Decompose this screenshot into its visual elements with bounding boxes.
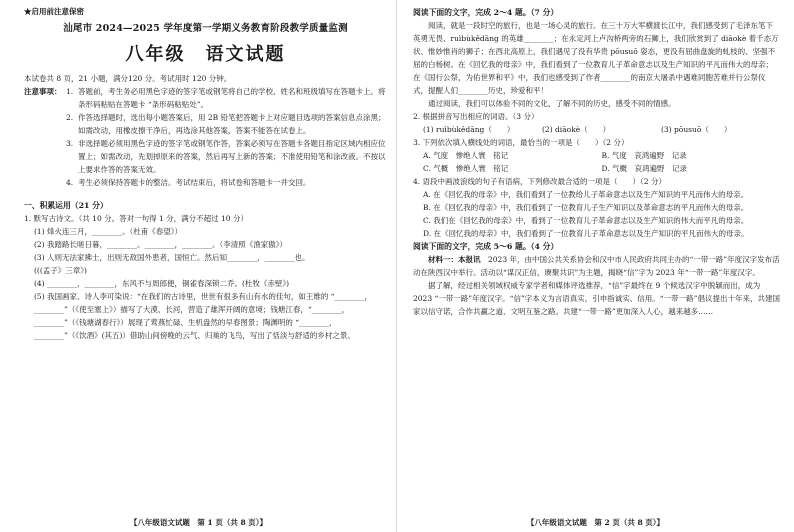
notice-label: 注意事项： [24, 87, 62, 96]
reading-heading: 阅读下面的文字，完成 5～6 题。（4 分） [413, 242, 559, 251]
material-text: 2023 年，由中国公共关系协会和汉中市人民政府共同主办的“一带一路”年度汉字发布活动在陕西汉中举行。活动以“谋汉正信，赓聚共识”为主题，揭晓“信”字为 2023 年“一带一路”年度汉字。 [413, 255, 780, 277]
q3-option: D. 气概 哀鸿遍野 记录 [601, 164, 688, 173]
notice-item: 2. 作答选择题时，选出每小题答案后，用 2B 铅笔把答题卡上对应题目选项的答案信息点涂黑；如需改动，用橡皮擦干净后，再选涂其他答案，答案不能答在试卷上。 [66, 113, 386, 135]
q3-options [413, 162, 780, 175]
material-source: 本报讯 [458, 255, 481, 264]
q1-item: (2) 我踏路长嗟日暮，________。________，________。（李清照《渔家傲》） [34, 240, 288, 249]
subject-title: 八年级 语文试题 [125, 44, 286, 65]
page-footer: 【八年级语文试题 第 1 页（共 8 页）】 [129, 518, 268, 527]
question-4: 4. 语段中画波浪线的句子有语病，下列修改最合适的一项是（ ）（2 分） [413, 177, 666, 186]
q3-option: B. 气度 哀鸿遍野 记录 [601, 151, 687, 160]
question-3: 3. 下列依次填入横线处的词语，最恰当的一项是（ ）（2 分） [413, 138, 629, 147]
q3-option: C. 气概 惨绝人寰 铭记 [423, 164, 509, 173]
reading-heading: 阅读下面的文字，完成 2～4 题。（7 分） [413, 8, 559, 17]
question-1: 1. 默写古诗文。（共 10 分。答对一句得 1 分，满分不超过 10 分） [24, 214, 248, 223]
q2-items [413, 123, 780, 136]
exam-title: 汕尾市 2024—2025 学年度第一学期义务教育阶段教学质量监测 [63, 23, 348, 34]
q4-option: A. 在《回忆我的母亲》中，我们看到了一位教给儿子革命意志以及生产知识的平凡而伟大的母亲。 [423, 190, 749, 199]
q4-option: B. 在《回忆我的母亲》中，我们看到了一位教育儿子生产知识以及革命意志的平凡而伟大的母亲。 [423, 203, 749, 212]
notice-item: 1. 答题前，考生务必用黑色字迹的签字笔或钢笔将自己的学校、姓名和班级填写在答题卡上。将条形码粘贴在答题卡 “条形码粘贴处”。 [66, 87, 386, 109]
notice-item: 3. 非选择题必须用黑色字迹的签字笔或钢笔作答，答案必须写在答题卡各题目指定区域内相应位置上；如需改动，先划掉原来的答案，然后再写上新的答案；不准使用铅笔和涂改液。不按以上要求作答的答案无效。 [66, 139, 386, 174]
notice-block [24, 85, 387, 189]
q3-options [413, 149, 780, 162]
q1-item: (3) 人则无法家拂士，出则无敌国外患者，国恒亡。然后知________，________也。 [34, 253, 310, 262]
reading-passage: 阅读，就是一段时空的旅行，也是一场心灵的旅行。在三十万大军横渡长江中，我们感受到了毛泽东笔下英勇无畏、ruìbùkědāng 的英雄________；在永定河上卢沟桥两旁的石狮上，我们欣赏到了 diāokè 着千态万状、惟妙惟肖的狮子；在西北高原上，我们遇见了没有华贵 pōusuō 姿态，更没有屈曲盘旋的虬枝的、坚强不屈的白杨树。在《回忆我的母亲》中，我们看到了一位教育儿子革命意志以及生产知识的平凡而伟大的母亲；在《国行公祭，为佑世界和平》中，我们也感受到了作者________的南京大屠杀中遇难同胞苦难并行公祭仪式，提醒人们________历史，珍爱和平！ [413, 21, 779, 95]
q1-item: (5) 我国画家、诗人李可染说：“在我们的古诗里，世世有很多有山有水的佳句，如王维的 “________，________”（《使至塞上》）描写了大漠、长河，营造了雄浑开阔的意境；钱塘江春，“________，________”（《钱塘湖春行》）展现了莺燕忙碌、生机盎然的早春图景；陶渊明的 “________，________”（《饮酒》(其五)）借助山间傍晚的云气、归巢的飞鸟，写出了恬淡与舒适的乡村之景。 [34, 292, 373, 340]
section-heading: 一、积累运用（21 分） [24, 201, 108, 210]
q4-option: C. 我们在《回忆我的母亲》中，看到了一位教育儿子革命意志以及生产知识的伟大而平凡的母亲。 [423, 216, 749, 225]
confidential-mark: ★启用前注意保密 [24, 7, 84, 16]
q1-item: (1) 烽火连三月，________。（杜甫《春望》） [34, 227, 183, 236]
q4-option: D. 在《回忆我的母亲》中，我们看到了一位教育儿子革命意志以及生产知识的平凡而伟大的母亲。 [423, 229, 749, 238]
material-1-cont: 据了解，经过相关领域权威专家学者和媒体评选推荐，“信”字最终在 9 个候选汉字中脱颖而出，成为 2023 “一带一路”年度汉字。“信”字本义为言语真实，引申指诚实、信用。“一带一路”倡议提出十年来，共建国家以信守诺，合作共赢之道、文明互鉴之路。共建“一带一路”更加深入人心，越来越多…… [413, 281, 780, 316]
q1-item: (4) ________，________，东风不与周郎便，铜雀春深锁二乔。(杜牧《赤壁》) [34, 279, 290, 288]
q2-item: (2) diāokè（ ） [542, 125, 611, 134]
exam-intro: 本试卷共 8 页，21 小题，满分120 分。考试用时 120 分钟。 [24, 74, 232, 83]
material-label: 材料一： [428, 255, 458, 264]
q1-item-cont: (((孟子》三章》) [34, 266, 87, 275]
page-2 [397, 0, 794, 532]
notice-list [66, 85, 387, 189]
q2-item: (3) pōusuō（ ） [661, 125, 732, 134]
material-1 [413, 253, 780, 279]
reading-passage: 通过阅读，我们可以体验不同的文化，了解不同的历史，感受不同的情感。 [428, 99, 676, 108]
page-footer: 【八年级语文试题 第 2 页（共 8 页）】 [526, 518, 665, 527]
q3-option: A. 气度 惨绝人寰 铭记 [423, 151, 509, 160]
question-2: 2. 根据拼音写出相应的词语。（3 分） [413, 112, 539, 121]
q2-item: (1) ruìbùkědāng（ ） [423, 125, 515, 134]
notice-item: 4. 考生必须保持答题卡的整洁。考试结束后，将试卷和答题卡一并交回。 [66, 178, 311, 187]
